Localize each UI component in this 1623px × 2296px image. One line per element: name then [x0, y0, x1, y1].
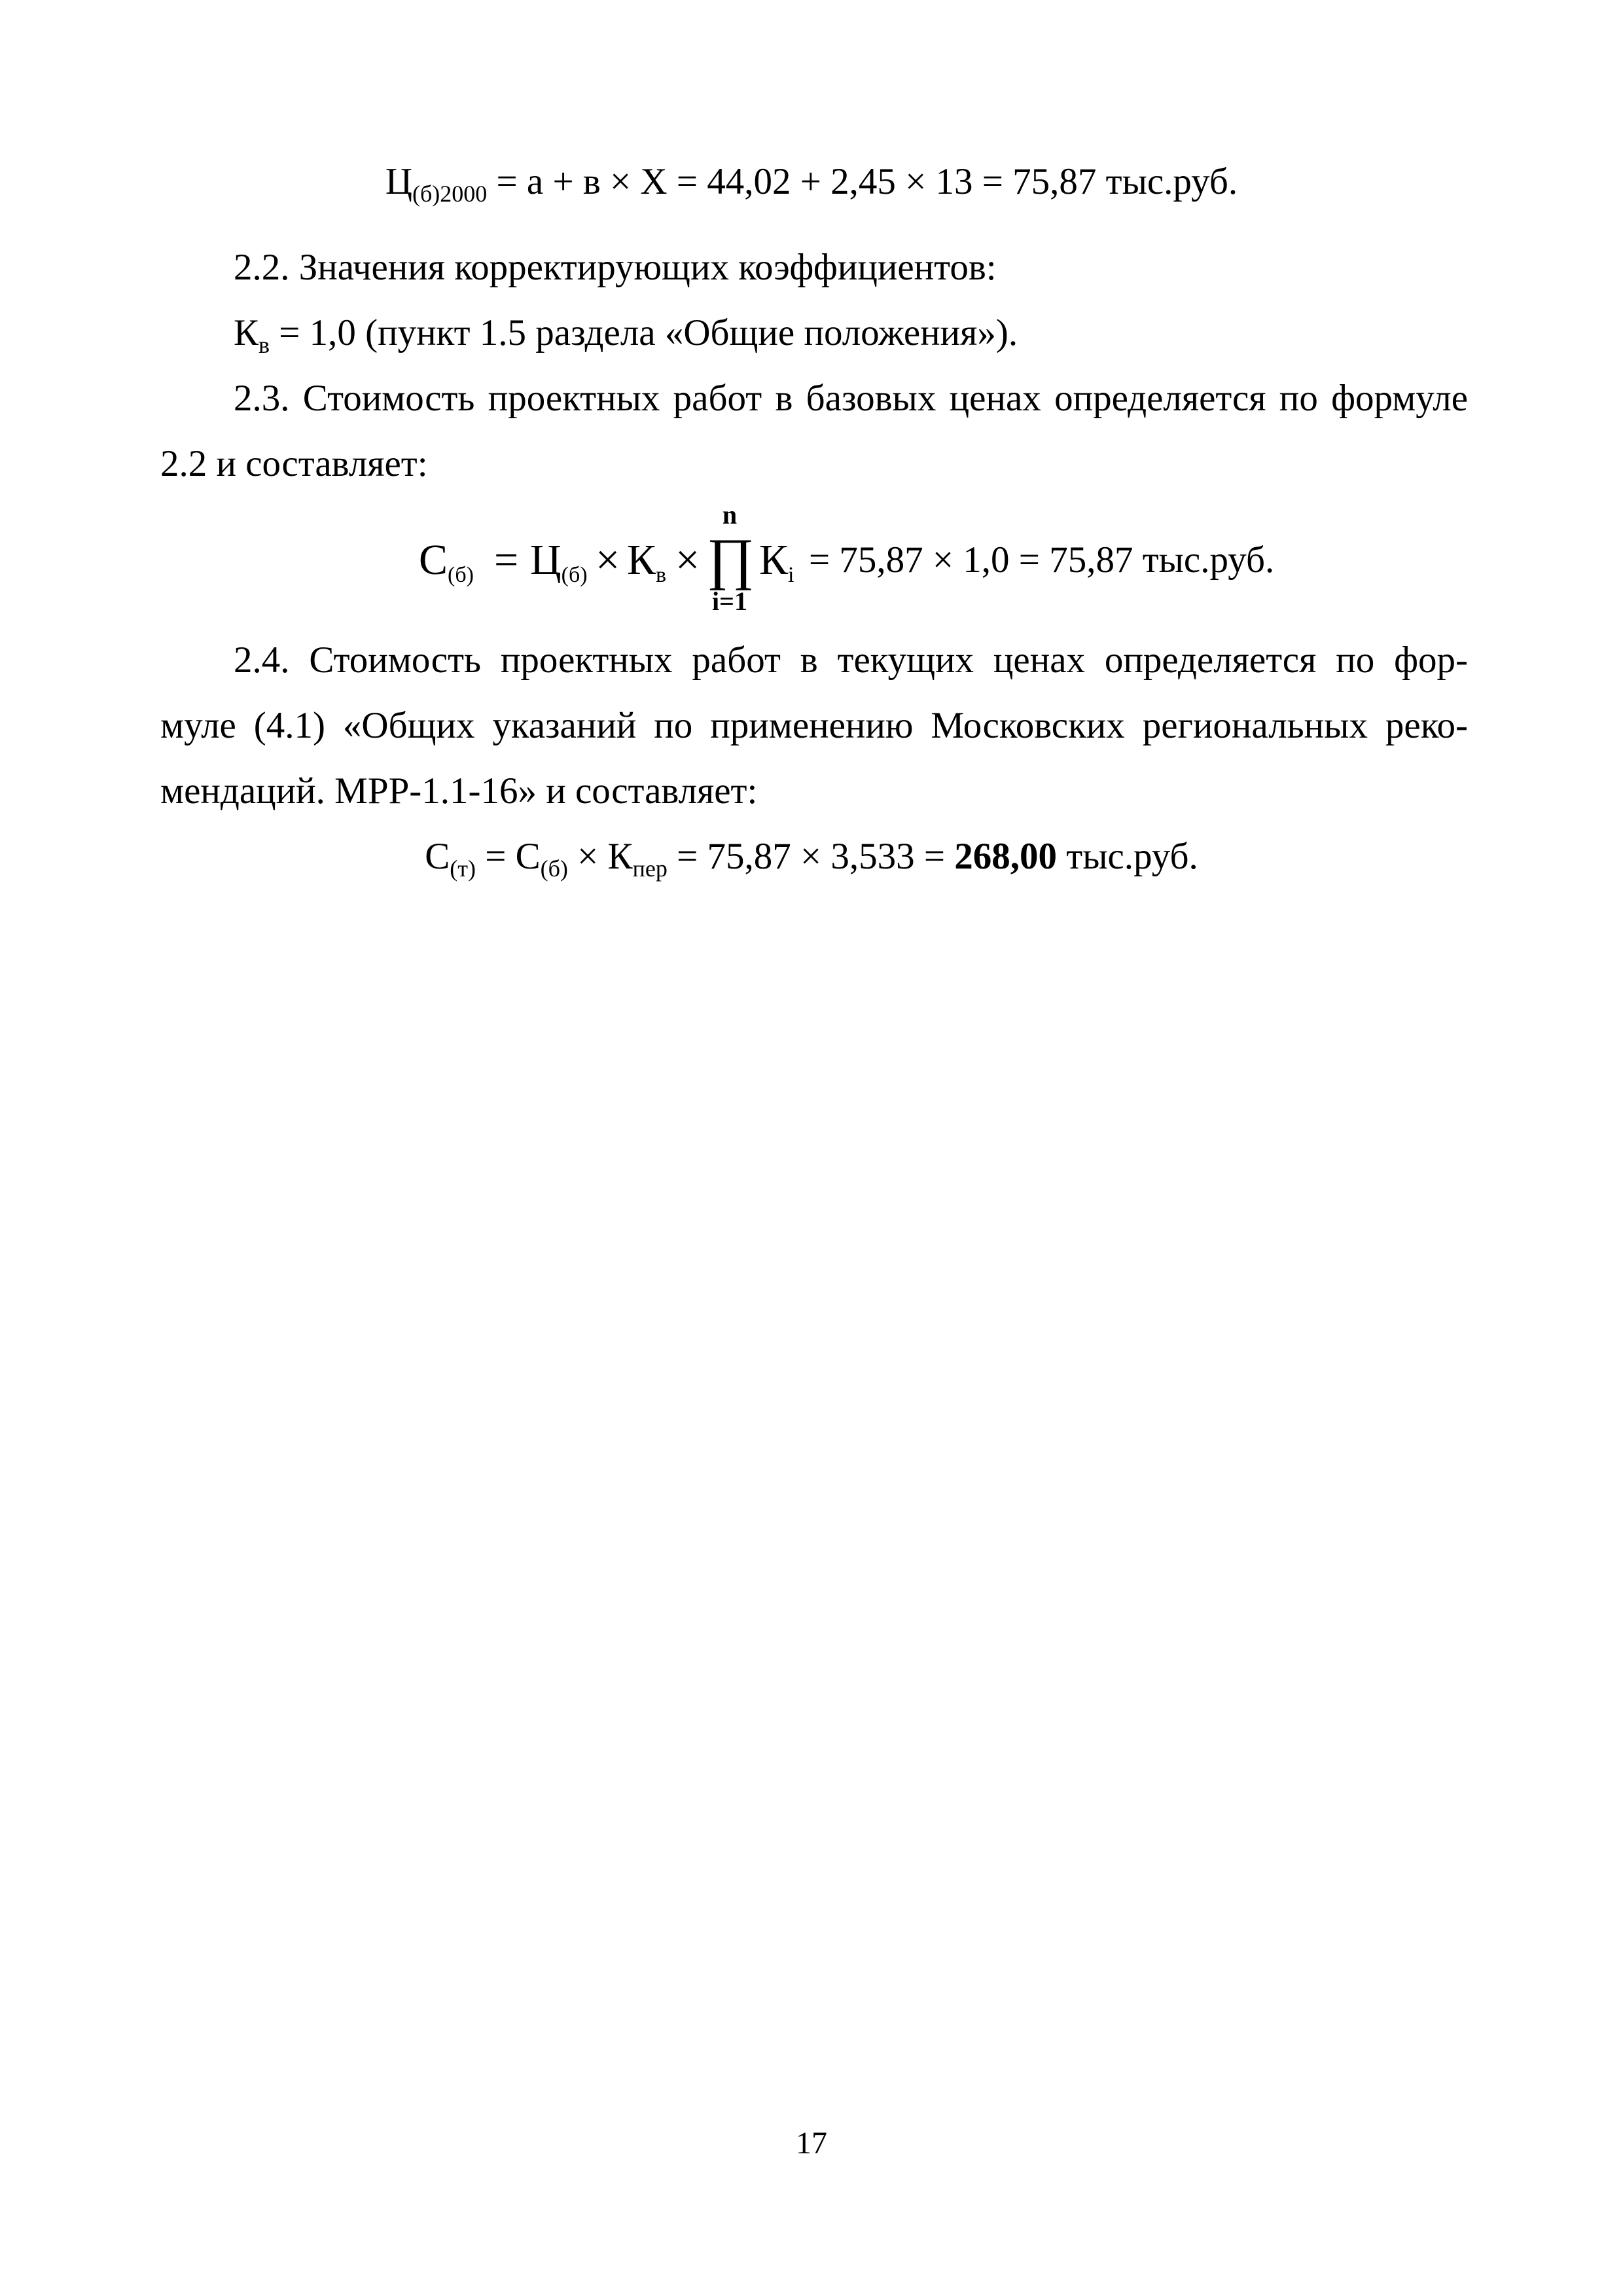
coefficient-subscript: в [259, 332, 270, 358]
paragraph-2-4-line-3: мендаций. МРР-1.1-16» и составляет: [160, 770, 758, 812]
formula-price-term [530, 537, 588, 599]
formula-result: 268,00 [954, 836, 1058, 877]
formula-times: × [596, 536, 620, 584]
formula-current-cost [0, 833, 1623, 880]
product-upper-limit: n [722, 500, 738, 529]
paragraph-2-4-line-1: 2.4. Стоимость проектных работ в текущих ценах определяется по фор- [234, 639, 1468, 681]
formula-subscript: пер [632, 855, 668, 882]
formula-ki-term [759, 537, 794, 599]
formula-symbol: С [425, 836, 450, 877]
formula-symbol: К [627, 536, 656, 584]
formula-subscript: (т) [450, 855, 476, 882]
formula-lhs [419, 537, 474, 599]
formula-times: × [675, 536, 700, 584]
formula-symbol: Ц [385, 161, 412, 202]
formula-part: = С [475, 836, 541, 877]
formula-part: = 75,87 × 3,533 = [667, 836, 955, 877]
formula-part: × К [567, 836, 633, 877]
formula-coef-term [627, 537, 666, 599]
formula-unit: тыс.руб. [1057, 836, 1198, 877]
formula-subscript: (б)2000 [412, 181, 488, 207]
formula-subscript: (б) [540, 855, 568, 882]
formula-expression: = 75,87 × 1,0 = 75,87 тыс.руб. [809, 539, 1275, 581]
paragraph-2-3-line-2: 2.2 и составляет: [160, 443, 428, 484]
formula-symbol: С [419, 536, 448, 584]
coefficient-symbol: К [234, 312, 259, 353]
formula-symbol: К [759, 536, 789, 584]
formula-base-price [0, 158, 1623, 206]
formula-subscript: i [788, 563, 794, 587]
formula-subscript: (б) [561, 563, 588, 587]
paragraph-2-2: 2.2. Значения корректирующих коэффициентов: [234, 247, 997, 288]
page-number: 17 [796, 2126, 827, 2161]
paragraph-2-3-line-1: 2.3. Стоимость проектных работ в базовых ценах определяется по формуле [234, 378, 1468, 419]
coefficient-text: = 1,0 (пункт 1.5 раздела «Общие положения»). [270, 312, 1018, 353]
product-operator [707, 501, 753, 632]
product-symbol: ∏ [707, 528, 755, 591]
coefficient-kv-line [234, 310, 1018, 357]
product-lower-limit: i=1 [712, 586, 747, 616]
formula-symbol: Ц [530, 536, 562, 584]
formula-expression: = а + в × Х = 44,02 + 2,45 × 13 = 75,87 тыс.руб. [487, 161, 1238, 202]
paragraph-2-4-line-2: муле (4.1) «Общих указаний по применению Московских региональных реко- [160, 705, 1468, 746]
formula-subscript: в [656, 563, 667, 587]
formula-equals: = [494, 536, 519, 584]
formula-subscript: (б) [448, 563, 474, 587]
